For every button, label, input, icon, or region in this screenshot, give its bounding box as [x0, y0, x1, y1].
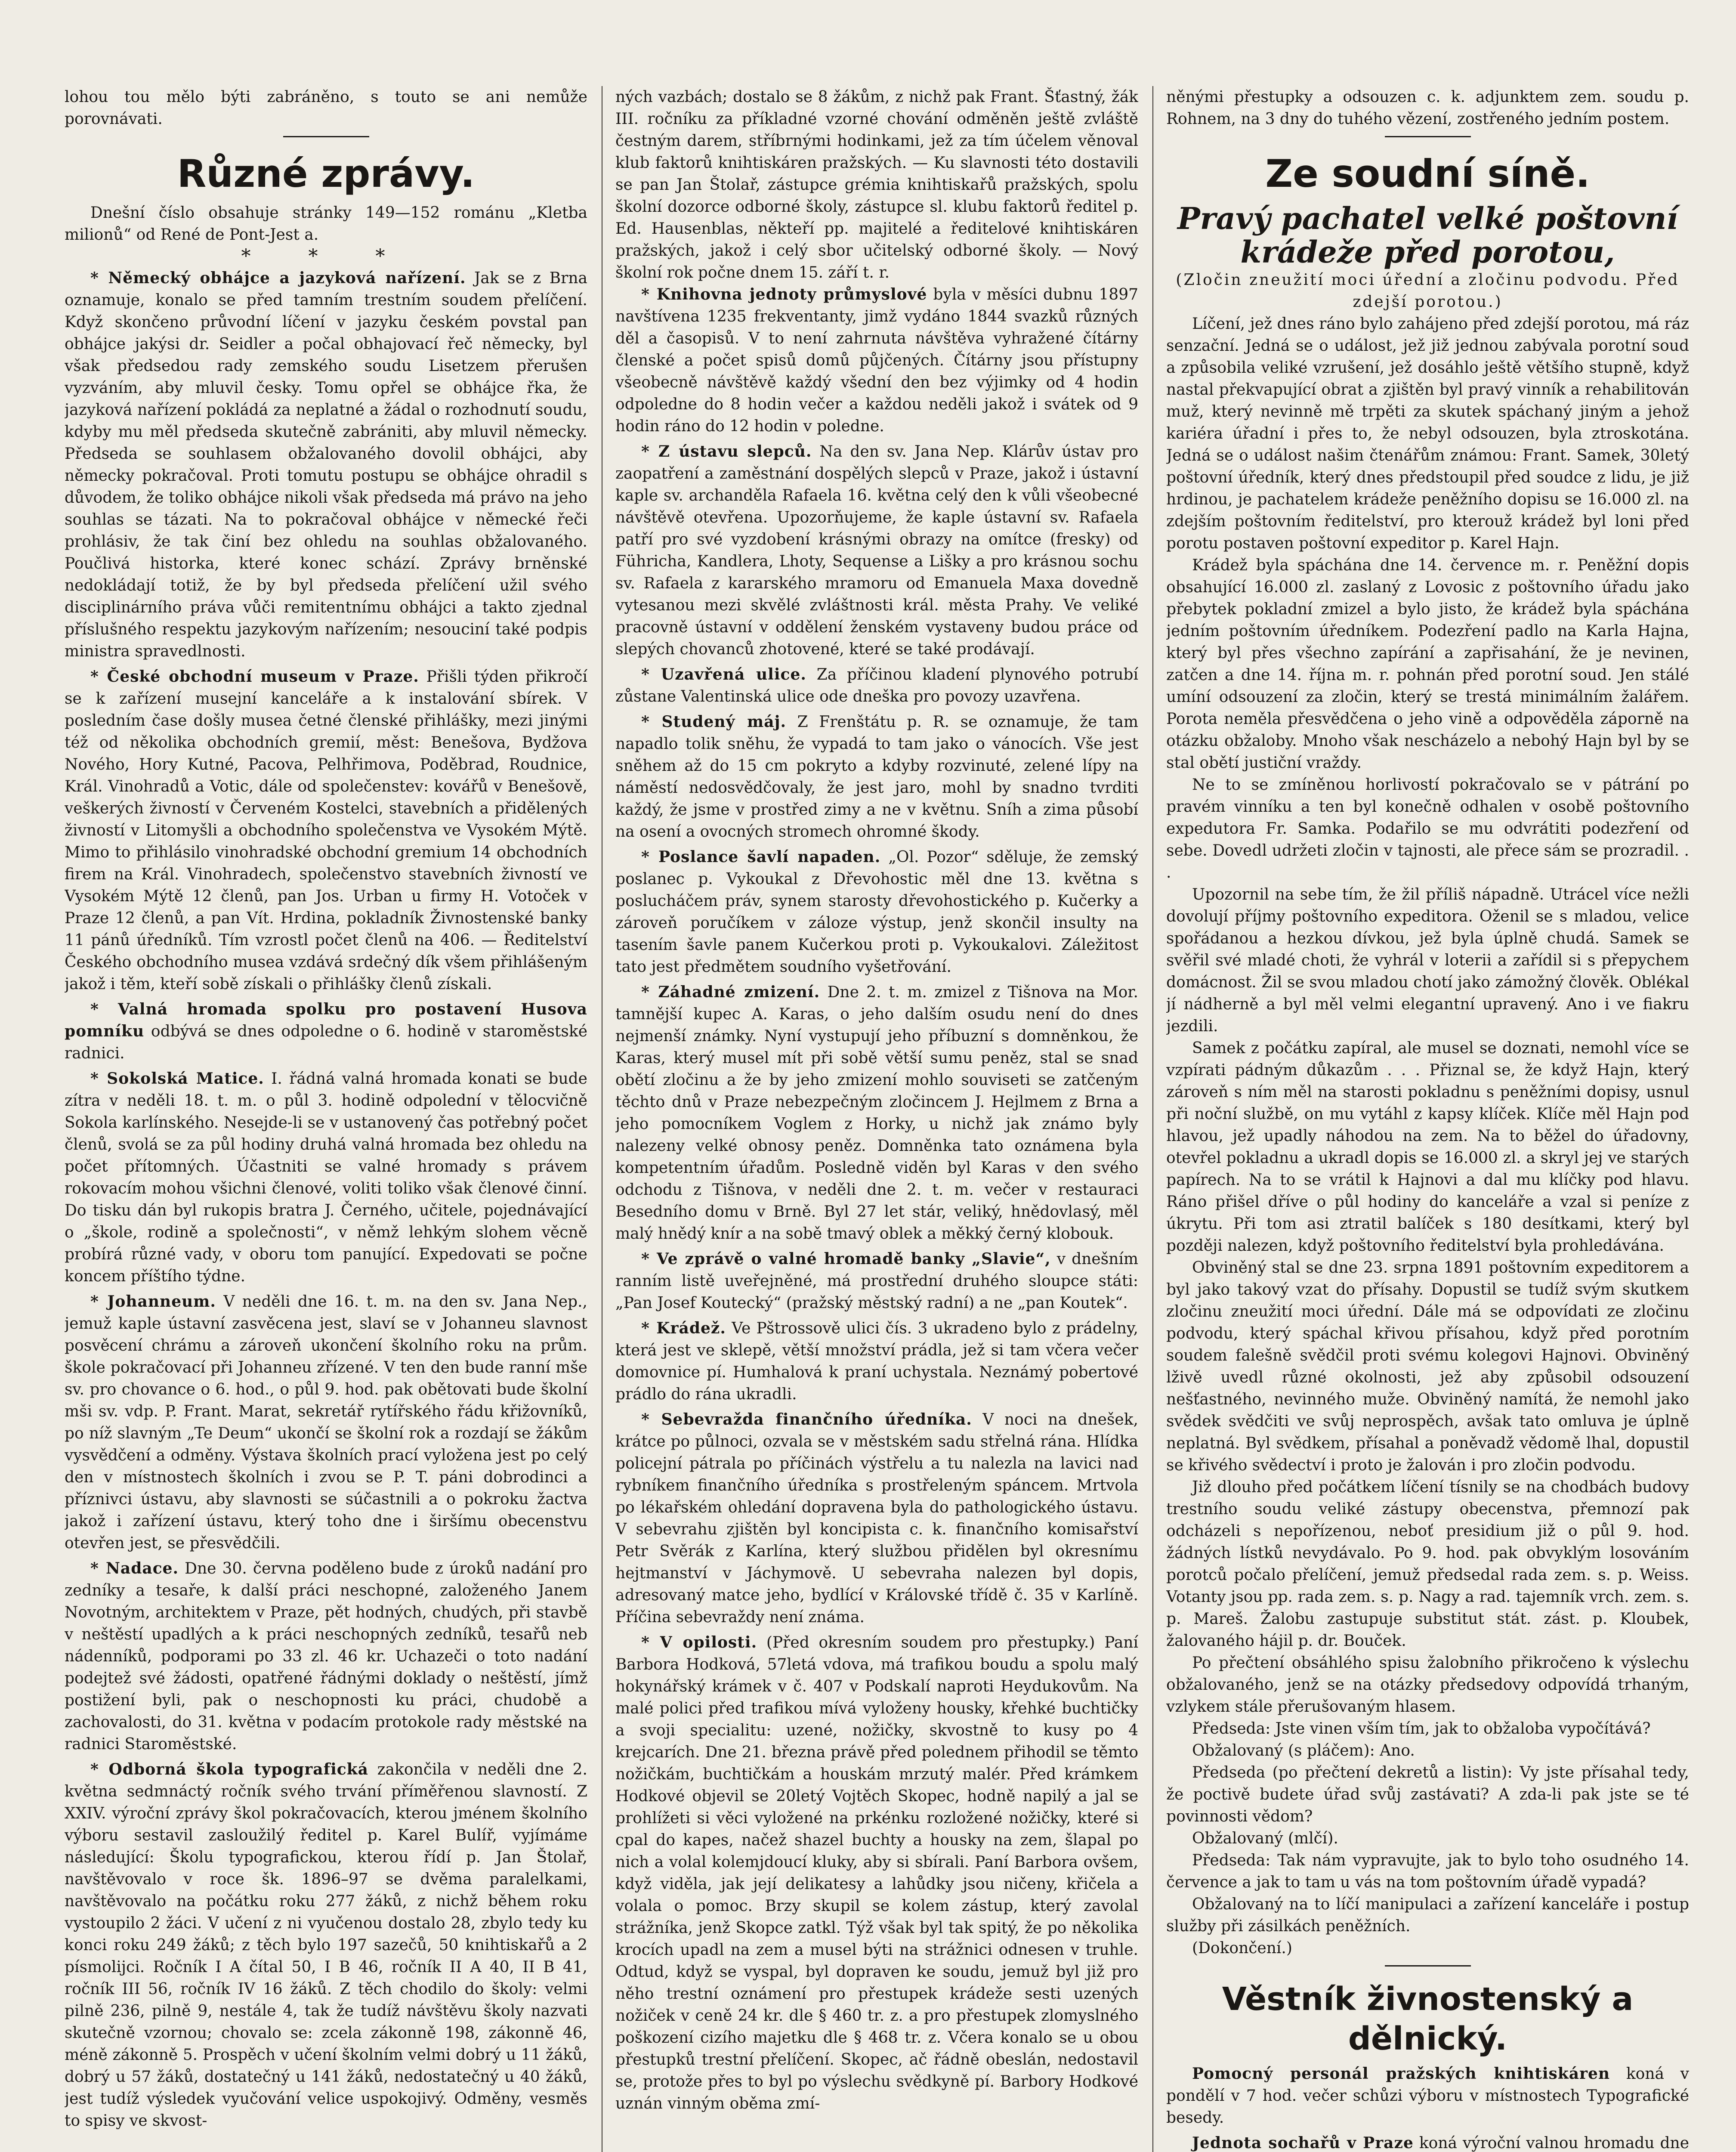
column-left	[65, 86, 587, 2152]
news-item-body: koná v pondělí v 7 hod. večer schůzi výboru v místnostech Typografické besedy.	[1166, 2065, 1689, 2127]
news-item-heading: * Německý obhájce a jazyková nařízení.	[90, 269, 466, 287]
news-item	[615, 1248, 1138, 1314]
news-item-heading: * Johanneum.	[90, 1292, 216, 1311]
news-item	[65, 1068, 587, 1287]
news-item-body: V noci na dnešek, krátce po půlnoci, ozvala se v městském sadu střelná rána. Hlídka policejní pátrala po příčinách výstřelu a tu nalezla na lavici nad rybníkem finančního úředníka s prostřeleným spáncem. Mrtvola po lékařském ohledání dopravena byla do pathologického ústavu. V sebevrahu zjištěn byl koncipista c. k. finančního komisařství Petr Svěrák z Karlína, který službou přidělen byl okresnímu hejtmanství v Jáchymově. U sebevraha nalezen byl dopis, adresovaný matce jeho, bydlící v Královské třídě č. 35 v Karlíně. Příčina sebevraždy není známa.	[615, 1411, 1138, 1626]
stars-separator: * * *	[241, 245, 411, 267]
news-item-body: Z Frenštátu p. R. se oznamuje, že tam napadlo tolik sněhu, že vypadá to tam jako o vánocích. Vše jest sněhem až do 15 cm pokryto a kdyby rozvinuté, zelené lípy na náměstí nedosvědčovaly, že jest jaro, mohl by snadno tvrditi každý, že jsme v prostřed zimy a ne v květnu. Sníh a zima působí na osení a ovocných stromech ohromné škody.	[615, 713, 1138, 841]
news-item	[65, 1558, 587, 1755]
report-paragraph: Obžalovaný (mlčí).	[1192, 1830, 1338, 1847]
continued-text: ných vazbách; dostalo se 8 žákům, z nichž pak Frant. Šťastný, žák III. ročníku za příkladné vzorné chování odměněn ještě zvláště čestným darem, stříbrnými hodinkami, jež za tím účelem věnoval klub faktorů knihtiskáren pražských. — Ku slavnosti této dostavili se pan Jan Štolař, zástupce grémia knihtiskařů pražských, spolu školní dozorce odborné školy, zástupce sl. klubu faktorů ředitel p. Ed. Hausenblas, někteří pp. majitelé a ředitelové knihtiskáren pražských, jakož i celý sbor učitelský odborné školy. — Nový školní rok počne dnem 15. září t. r.	[615, 88, 1138, 281]
news-item-heading: * Záhadné zmizení.	[641, 983, 820, 1001]
report-paragraph: Po přečtení obsáhlého spisu žalobního přikročeno k výslechu obžalovaného, jenž se na otázky předsedovy odpovídá trhaným, vzlykem stále přerušovaným hlasem.	[1166, 1654, 1689, 1716]
news-item-heading: * Ve zprávě o valné hromadě banky „Slavie“,	[641, 1250, 1051, 1268]
news-item-heading: * Studený máj.	[641, 713, 787, 731]
news-item-heading: * Poslance šavlí napaden.	[641, 848, 881, 866]
divider	[1385, 136, 1471, 137]
case-subtitle: (Zločin zneužití moci úřední a zločinu podvodu. Před zdejší porotou.)	[1176, 271, 1680, 311]
news-item	[615, 441, 1138, 660]
news-item-heading: * Sebevražda finančního úředníka.	[641, 1410, 972, 1428]
report-paragraph: (Dokončení.)	[1192, 1939, 1292, 1957]
report-paragraph: Ne to se zmíněnou horlivostí pokračovalo se v pátrání po pravém vinníku a ten byl konečně odhalen v osobě poštovního expedutora Fr. Samka. Podařilo se mu odvrátiti podezření od sebe. Dovedl udržeti zločin v tajnosti, ale přece sám se prozradil. . .	[1166, 776, 1689, 881]
news-item-heading: Pomocný personál pražských knihtiskáren	[1192, 2065, 1610, 2083]
news-item	[65, 666, 587, 995]
news-item-heading: * Krádež.	[641, 1319, 726, 1337]
report-paragraph: Předseda: Tak nám vypravujte, jak to bylo toho osudného 14. července a jak to tam u vás na tom poštovním úřadě vypadá?	[1166, 1852, 1689, 1891]
news-item-heading: * Z ústavu slepců.	[641, 442, 812, 461]
news-item-heading: Jednota sochařů v Praze	[1192, 2134, 1414, 2152]
continued-text: něnými přestupky a odsouzen c. k. adjunktem zem. soudu p. Rohnem, na 3 dny do tuhého vězení, zostřeného jedním postem.	[1166, 88, 1689, 128]
news-item-heading: * Knihovna jednoty průmyslové	[641, 285, 927, 303]
report-paragraph: Obviněný stal se dne 23. srpna 1891 poštovním expeditorem a byl jako takový vzat do přísahy. Dopustil se tudíž svým skutkem zločinu zneužití moci úřední. Dále má se odpovídati ze zločinu podvodu, který spáchal křivou přísahou, když před porotním soudem falešně svědčil proti svému kolegovi Hajnovi. Obviněný lživě uvedl různé okolnosti, jež aby způsobil odsouzení nešťastného, nevinného muže. Obviněný namítá, že nemohl jako svědek svědčiti ve svůj neprospěch, avšak tato omluva je úplně neplatná. Byl svědkem, přísahal a poněvadž vědomě lhal, dopustil se křivého svědectví i proto je žalován i pro zločin podvodu.	[1166, 1259, 1689, 1474]
report-paragraph: Samek z počátku zapíral, ale musel se doznati, nemohl více se vzpírati pádným důkazům . . . Přiznal se, že když Hajn, který zároveň s ním měl na starosti pokladnu s peněžními dopisy, usnul při noční službě, on mu vytáhl z kapsy klíček. Klíče měl Hajn pod hlavou, jež upadly náhodou na zem. Na to běžel do úřadovny, otevřel pokladnu a ukradl dopis se 16.000 zl. a skryl jej ve starých papírech. Na to se vrátil k Hajnovi a dal mu klíčky pod hlavu. Ráno přišel dříve o půl hodiny do kanceláře a vzal si peníze z úkrytu. Při tom asi ztratil balíček s 180 desítkami, který byl později nalezen, když poštovního ředitelství byla prohledávána.	[1166, 1039, 1689, 1255]
news-item	[65, 267, 587, 662]
news-item	[1166, 2132, 1689, 2152]
news-item-body: Ve Pštrossově ulici čís. 3 ukradeno bylo z prádelny, která jest ve sklepě, větší množství prádla, jež si tam včera večer domovnice pí. Humhalová k praní uchystala. Neznámý pobertové prádlo do rána ukradli.	[615, 1320, 1138, 1403]
news-item-body: Za příčinou kladení plynového potrubí zůstane Valentinská ulice ode dneška pro povozy uzavřena.	[615, 666, 1138, 705]
report-paragraph: Již dlouho před počátkem líčení tísnily se na chodbách budovy trestního soudu veliké zástupy obecenstva, přemnozí pak odcházeli s nepořízenou, neboť presidium již o půl 9. hod. žádných lístků nevydávalo. Po 9. hod. pak obvyklým losováním porotců počalo přelíčení, jemuž předsedal rada zem. s. p. Weiss. Votanty jsou pp. rada zem. s. p. Nagy a rad. tajemník vrch. zem. s. p. Mareš. Žalobu zastupuje substitut stát. zást. p. Kloubek, žalovaného hájil p. dr. Bouček.	[1166, 1478, 1689, 1650]
newspaper-page	[65, 86, 1700, 2152]
news-item-body: byla v měsíci dubnu 1897 navštívena 1235 frekventanty, jimž vydáno 1844 svazků různých děl a časopisů. V to není zahrnuta návštěva vyhražené čítárny členské a počet spisů domů půjčených. Čítárny jsou přístupny všeobecně návštěvě každý všední den bez výjimky od 4 hodin odpoledne do 8 hodin večer a každou neděli jakož i svátek od 9 hodin ráno do 12 hodin v poledne.	[615, 286, 1138, 435]
news-item-body: v dnešním ranním listě uveřejněné, má prostřední druhého sloupce státi: „Pan Josef Koutecký“ (pražský městský radní) a ne „pan Koutek“.	[615, 1250, 1138, 1312]
news-item-body: (Před okresním soudem pro přestupky.) Paní Barbora Hodková, 57letá vdova, má trafikou boudu a spolu malý hokynářský krámek v č. 407 v Podskalí naproti Heydukovům. Na malé polici před trafikou mívá vyloženy housky, křehké buchtičky a svoji specialitu: uzené, nožičky, skvostně to kusy po 4 krejcarích. Dne 21. března právě před polednem přihodil se těmto nožičkám, buchtičkám a houskám mrzutý malér. Před krámkem Hodkové objevil se 20letý Vojtěch Skopec, hodně napilý a jal se prohlížeti si věci vyložené na prkénku rozložené nožičky, které si cpal do kapes, načež shazel buchty a housky na zem, šlapal po nich a volal kolemjdoucí kluky, aby si sbírali. Paní Barbora ovšem, když viděla, jak její delikatesy a lahůdky jsou ničeny, křičela a volala o pomoc. Brzy skupil se kolem zástup, který zavolal strážníka, jenž Skopce zatkl. Týž však byl tak spitý, že po několika krocích upadl na zem a musel býti na strážnici odnesen v truhle. Odtud, když se vyspal, byl dopraven ke soudu, jemuž byl již pro něho trestní oznámení pro přestupek krádeže sesti uzených nožiček v ceně 24 kr. dle § 460 tr. z. a pro přestupek zlomyslného poškození cizího majetku dle § 468 tr. z. Včera konalo se u obou přestupků trestní přelíčení. Skopec, ač řádně obeslán, nedostavil se, protože přes to byl po výslechu svědkyně pí. Barbory Hodkové uznán vinným oběma zmí-	[615, 1634, 1138, 2112]
news-item	[615, 711, 1138, 843]
vestnik-list	[1166, 2063, 1689, 2152]
case-title: Pravý pachatel velké poštovní krádeže před porotou,	[1177, 201, 1678, 270]
news-item	[615, 664, 1138, 708]
news-item-body: I. řádná valná hromada konati se bude zítra v neděli 18. t. m. o půl 3. hodině odpolední v tělocvičně Sokola karlínského. Nesejde-li se v ustanovený čas potřebný počet členů, svolá se za půl hodiny druhá valná hromada bez ohledu na počet přítomných. Účastniti se valné hromady s právem rokovacím mohou všichni členové, voliti toliko však členové činní. Do tisku dán byl rukopis bratra J. Černého, učitele, pojednávající o „škole, rodině a společnosti“, v němž lehkým slohem věcně probírá různé vady, v oboru tom panující. Expedovati se počne koncem příštího týdne.	[65, 1070, 587, 1285]
column-middle	[615, 86, 1138, 2152]
news-item-body: Dne 30. června podělenо bude z úroků nadání pro zedníky a tesaře, k další práci neschopné, založeného Janem Novotným, architektem v Praze, pět hodných, chudých, při stavbě v neštěstí upadlých a k práci neschopných zedníků, tesařů neb nádenníků, podporami po 33 zl. 46 kr. Uchazeči o toto nadání podejtež své žádosti, opatřené řádnými doklady o neštěstí, jímž postižení byli, pak o neschopnosti ku práci, chudobě a zachovalosti, do 31. května v podacím protokole rady městské na radnici Staroměstské.	[65, 1560, 587, 1753]
news-item	[65, 999, 587, 1064]
intro-text: lohou tou mělo býti zabráněno, s touto se ani nemůže porovnávati.	[65, 88, 587, 128]
news-item	[615, 1632, 1138, 2115]
news-item	[615, 284, 1138, 437]
news-item-body: koná výroční valnou hromadu dne	[1419, 2134, 1689, 2152]
news-item-heading: * Valná hromada spolku pro postavení Husova pomníku	[65, 1000, 587, 1040]
news-item-heading: * České obchodní museum v Praze.	[90, 668, 419, 686]
news-item	[615, 981, 1138, 1245]
news-item-body: Jak se z Brna oznamuje, konalo se před tamním trestním soudem přelíčení. Když skončeno průvodní líčení v jazyku českém povstal pan obhájce jakýsi dr. Seidler a počal obhajovací řeč německy, byl však předsedou rady zemského soudu Lisetzem přerušen vyzváním, aby mluvil česky. Tomu opřel se obhájce řka, že jazyková nařízení pokládá za neplatné a žádal o rozhodnutí soudu, kdyby mu měl předseda skutečně zabrániti, aby mluvil německy. Předseda se souhlasem obžalovaného dovolil obhájci, aby německy pokračoval. Proti tomutu postupu se obhájce ohradil s důvodem, že toliko obhájce nikoli však předseda má právo na jeho souhlas se tázati. Na to pokračoval obhájce v německé řeči prohlásiv, že tak činí bez ohledu na souhlas obžalovaného. Poučlivá historka, které konec schází. Zprávy brněnské nedokládají totiž, že by byl předseda přelíčení užil svého disciplinárního práva vůči remitentnímu obhájci a takto zjednal příslušného respektu jazykovým nařízením; nesouciní také podpis ministra spravedlnosti.	[65, 269, 587, 660]
news-item	[615, 846, 1138, 978]
report-paragraph: Předseda: Jste vinen vším tím, jak to obžaloba vypočítává?	[1192, 1720, 1651, 1738]
divider	[283, 136, 369, 137]
report-paragraph: Obžalovaný (s pláčem): Ano.	[1192, 1742, 1415, 1759]
divider	[1385, 1965, 1471, 1966]
section-title-ruzne-zpravy: Různé zprávy.	[177, 152, 475, 196]
report-paragraph: Krádež byla spáchána dne 14. července m. r. Peněžní dopis obsahující 16.000 zl. zaslaný z Lovosic z poštovního úřadu jako přebytek pokladní zmizel a bylo jisto, že krádež byla spáchána jedním poštovním úředníkem. Podezření padlo na Karla Hajna, který byl přes všechno zapírání a zapřisahání, že je nevinen, zatčen a dne 14. října m. r. pohnán před porotní soud. Jen stálé umíní odsouzení za zločin, který se trestá minimálním žalářem. Porota neměla přesvědčena o jeho vině a odpověděla záporně na otázku obžaloby. Mnoho však nescházelo a nebohý Hajn byl by se stal obětí justiční vraždy.	[1166, 557, 1689, 772]
news-item-heading: * Sokolská Matice.	[90, 1070, 264, 1088]
news-item-body: zakončila v neděli dne 2. května sedmnáctý ročník svého trvání příměřenou slavností. Z XXIV. výroční zprávy škol pokračovacích, kterou jménem školního výboru sestavil zasloužilý ředitel p. Karel Bulíř, vyjímáme následující: Školu typografickou, kterou řídí p. Jan Štolař, navštěvovalo v roce šk. 1896–97 se dvěma paralelkami, navštěvovalo na počátku roku 277 žáků, z nichž během roku vystoupilo 2 žáci. V učení z ni vyučenou dostalo 28, zbylo tedy ku konci roku 249 žáků; z těch bylo 197 sazečů, 50 knihtiskařů a 2 písmolijci. Ročník I A čítal 50, I B 46, ročník II A 40, II B 41, ročník III 56, ročník IV 16 žáků. Z těch chodilo do školy: velmi pilně 236, pilně 9, nestále 4, tak že tudíž návštěvu školy nazvati skutečně vzornou; chovalo se: zcela zákonně 198, zákonně 46, méně zákonně 5. Prospěch v učení školním velmi dobrý u 11 žáků, dobrý u 57 žáků, dostatečný u 141 žáků, nedostatečný u 40 žáků, jest tudíž výsledek vyučování velice uspokojivý. Odměny, vesměs to spisy ve skvost-	[65, 1761, 587, 2130]
news-item-body: Na den sv. Jana Nep. Klárův ústav pro zaopatření a zaměstnání dospělých slepců v Praze, jakož i ústavní kaple sv. archanděla Rafaela 16. května celý den k vůli všeobecné návštěvě otevřena. Upozorňujeme, že kaple ústavní sv. Rafaela patří pro své vyzdobení krásnými obrazy na omítce (fresky) od Führicha, Kandlera, Lhoty, Sequense a Lišky a pro krásnou sochu sv. Rafaela z kararského mramoru od Emanuela Maxa dovedně vytesanou mezi skvělé zvláštnosti král. města Prahy. Ve veliké pracovně ústavní v oddělení ženském vystaveny budou práce od slepých chovanců zhotovené, které se také prodávají.	[615, 443, 1138, 658]
news-item-heading: * Uzavřená ulice.	[641, 665, 806, 683]
section-title-soudni-sin: Ze soudní síně.	[1265, 152, 1590, 196]
news-item-body: Dne 2. t. m. zmizel z Tišnova na Mor. tamnější kupec A. Karas, o jeho dalším osudu není do dnes nejmenší známky. Nyní vystupují jeho příbuzní s domněnkou, že Karas, který musel mít při sobě větší sumu peněz, stal se snad obětí zločinu a že by jeho zmizení mohlo souviseti se zatčeným těchto dnů v Praze nebezpečným zločincem J. Hejlmem z Brna a jeho pomocníkem Voglem z Horky, u nichž jak známo byly nalezeny velké obnosy peněz. Domněnka tato oznámena byla kompetentním úřadům. Posledně viděn byl Karas v den svého odchodu z Tišnova, v neděli dne 2. t. m. večer v restauraci Besedního domu v Brně. Byl 27 let stár, veliký, hnědovlasý, měl malý hnědý knír a na sobě tmavý oblek a měkký černý klobouk.	[615, 983, 1138, 1243]
column-rule	[1152, 86, 1153, 2152]
news-item-heading: * Nadace.	[90, 1559, 179, 1577]
column-right	[1166, 86, 1689, 2152]
court-report	[1166, 313, 1689, 1959]
news-item-heading: * V opilosti.	[641, 1633, 757, 1651]
news-item	[615, 1409, 1138, 1628]
report-paragraph: Upozornil na sebe tím, že žil příliš nápadně. Utrácel více nežli dovolují příjmy poštovního expeditora. Oženil se s mladou, velice spořádanou a hezkou dívkou, jež byla úplně chudá. Samek se svěřil své mladé choti, že vyhrál v loterii a zařídil si s přepychem domácnost. Žil se svou mladou chotí jako zámožný člověk. Oblékal jí nádherně a byl měl velmi elegantní upravený. Ano i ve fiakru jezdili.	[1166, 886, 1689, 1035]
news-item	[1166, 2063, 1689, 2129]
report-paragraph: Předseda (po přečtení dekretů a listin): Vy jste přísahal tedy, že poctivě budete úřad svůj zastávati? A zda-li pak jste se té povinnosti vědom?	[1166, 1764, 1689, 1825]
novel-note: Dnešní číslo obsahuje stránky 149—152 románu „Kletba milionů“ od René de Pont-Jest a.	[65, 204, 587, 244]
news-item-body: odbývá se dnes odpoledne o 6. hodině v staroměstské radnici.	[65, 1023, 587, 1062]
section-title-vestnik: Věstník živnostenský a dělnický.	[1222, 1981, 1634, 2057]
report-paragraph: Obžalovaný na to líčí manipulaci a zařízení kanceláře i postup služby při zásilkách peněžních.	[1166, 1895, 1689, 1935]
news-item	[615, 1317, 1138, 1405]
news-item-body: „Ol. Pozor“ sděluje, že zemský poslanec p. Vykoukal z Dřevohostic měl dne 13. května s poslucháčem práv, synem starosty dřevohostického p. Kučerky a zároveň poručíkem v záloze výstup, jenž skončil insulty na tasením šavle panem Kučerkou proti p. Vykoukalovi. Záležitost tato jest předmětem soudního vyšetřování.	[615, 848, 1138, 976]
report-paragraph: Líčení, jež dnes ráno bylo zahájeno před zdejší porotou, má ráz senzační. Jedná se o událost, jež již jednou zabývala porotní soud a způsobila veliké vzrušení, jež dosáhlo ještě většího stupně, když nastal překvapující obrat a zjištěn byl pravý vinník a rehabilitován muž, který nevinně mě trpěti za skutek spáchaný jiným a jehož kariéra úřadní i přes to, že nebyl odsouzen, byla ztroskotána. Jedná se o událost našim čtenářům známou: Frant. Samek, 30letý poštovní úředník, který dnes předstoupil před soudce z lidu, je již hrdinou, je pachatelem krádeže peněžního dopisu se 16.000 zl. na zdejším poštovním ředitelství, pro kterouž krádež byl loni před porotu postaven poštovní expeditor p. Karel Hajn.	[1166, 315, 1689, 552]
article-list	[65, 267, 587, 2132]
news-item	[65, 1291, 587, 1554]
news-item-heading: * Odborná škola typografická	[90, 1760, 368, 1778]
article-list	[615, 284, 1138, 2115]
news-item	[65, 1759, 587, 2132]
news-item-body: Přišli týden přikročí se k zařízení musejní kanceláře a k instalování sbírek. V posledním čase došly musea četné členské přihlášky, mezi jinými též od několika obchodních gremií, měst: Benešova, Bydžova Nového, Hory Kutné, Pacova, Pelhřimova, Poděbrad, Roudnice, Král. Vinohradů a Votic, dále od společenstev: kovářů v Benešově, veškerých živností v Červeném Kostelci, stavebních a přidělených živností v Litomyšli a obchodního společenstva ve Vysokém Mýtě. Mimo to přihlásilo vinohradské obchodní gremium 14 obchodních firem na Král. Vinohradech, společenstvo stavebních živností ve Vysokém Mýtě 12 členů, pan Jos. Urban u firmy H. Votoček v Praze 12 členů, a pan Vít. Hrdina, pokladník Živnostenské banky 11 pánů úředníků. Tím vzrostl počet členů na 406. — Ředitelství Českého obchodního musea vzdává srdečný dík všem přihlášeným jakož i těm, kteří sobě získali o přihlášky členů získali.	[65, 668, 587, 993]
news-item-body: V neděli dne 16. t. m. na den sv. Jana Nep., jemuž kaple ústavní zasvěcena jest, slaví se v Johanneu slavnost posvěcení chrámu a zároveň ukončení školního roku na prům. škole pokračovací při Johanneu zřízené. V ten den bude ranní mše sv. pro chovance o 6. hod., o půl 9. hod. pak obětovati bude školní mši sv. vdp. P. Frant. Marat, sekretář rytířského řádu křižovníků, po níž slavným „Te Deum“ ukončí se školní rok a rozdají se žákům vysvědčení a odměny. Výstava školních prací vyložena jest po celý den v místnostech školních i zvou se P. T. páni dobrodinci a příznivci ústavu, aby slavnosti se súčastnili a o pokroku žactva jakož i zařízení ústavu, který toho dne i širšímu obecenstvu otevřen jest, se přesvědčili.	[65, 1293, 587, 1552]
